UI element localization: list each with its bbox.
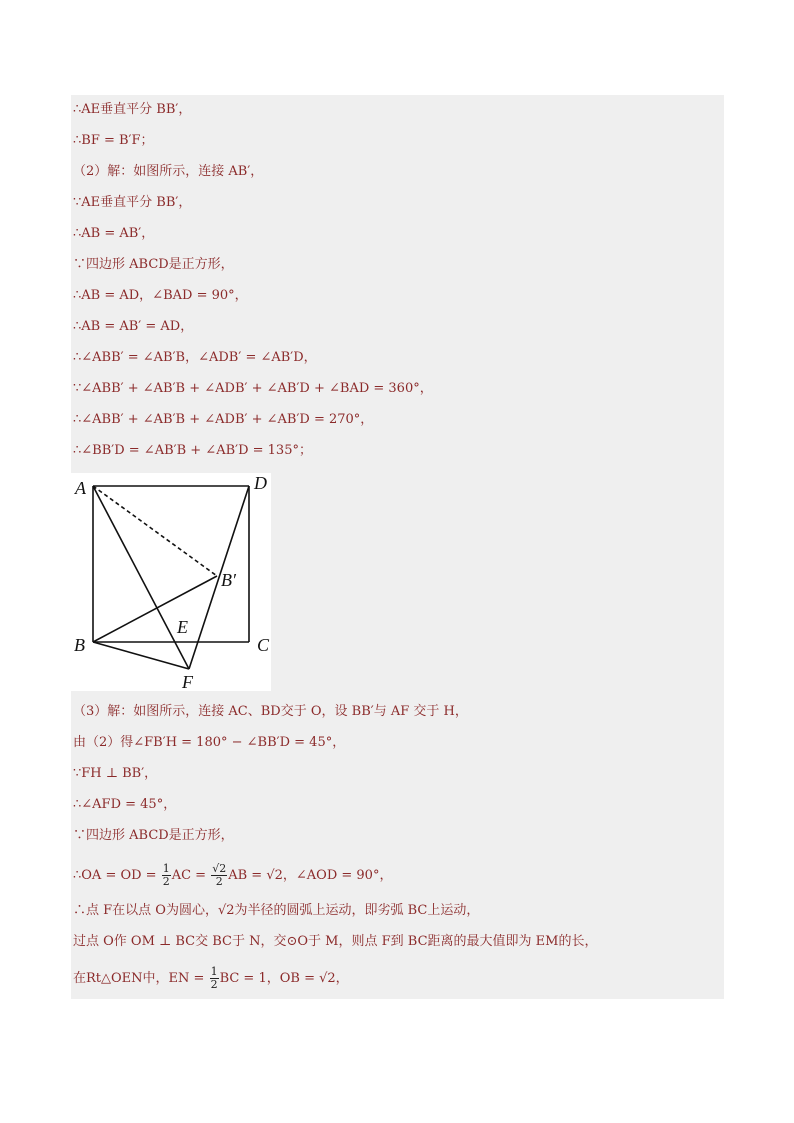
frac-num: 1 [210, 965, 218, 978]
label-d: D [254, 473, 267, 493]
label-c: C [257, 635, 270, 655]
label-b: B [74, 635, 85, 655]
rt-suffix: BC = 1，OB = √2， [219, 971, 349, 986]
fraction-root2-over-2 [211, 863, 227, 888]
square-diagram [71, 473, 271, 691]
oa-suffix: AB = √2，∠AOD = 90°， [228, 868, 393, 883]
proof-line: ∴∠AFD = 45°， [73, 797, 177, 812]
proof-line: ∵AE垂直平分 BB′， [73, 195, 192, 210]
label-e: E [177, 617, 188, 637]
proof-line: （2）解：如图所示，连接 AB′， [73, 164, 264, 179]
solution-panel [71, 95, 724, 999]
proof-line-fraction [73, 861, 392, 891]
frac-den: 2 [210, 978, 218, 991]
proof-line: ∴∠BB′D = ∠AB′B + ∠AB′D = 135°； [73, 443, 312, 458]
proof-line: ∴∠ABB′ + ∠AB′B + ∠ADB′ + ∠AB′D = 270°， [73, 412, 374, 427]
proof-line: ∴AE垂直平分 BB′， [73, 102, 192, 117]
oa-prefix: ∴OA = OD = [73, 868, 161, 883]
proof-line: ∴AB = AB′， [73, 226, 155, 241]
proof-line-fraction [73, 964, 349, 994]
geometry-figure [71, 473, 271, 691]
proof-line: ∵FH ⊥ BB′， [73, 766, 158, 781]
proof-line: 由（2）得∠FB′H = 180° − ∠BB′D = 45°， [73, 735, 346, 750]
proof-line: ∴AB = AB′ = AD， [73, 319, 194, 334]
frac-num: √2 [212, 862, 227, 875]
fraction-half [162, 863, 171, 888]
proof-line: 过点 O作 OM ⊥ BC交 BC于 N，交⊙O于 M，则点 F到 BC距离的最大值即为 EM的长， [73, 934, 598, 949]
label-f: F [182, 672, 193, 691]
fraction-half [210, 966, 219, 991]
proof-line: ∴AB = AD，∠BAD = 90°， [73, 288, 248, 303]
proof-line: ∵四边形 ABCD是正方形， [73, 257, 234, 272]
proof-line: ∵四边形 ABCD是正方形， [73, 828, 234, 843]
frac-num: 1 [162, 862, 170, 875]
segment-ab-prime-dashed [93, 486, 217, 576]
proof-line: （3）解：如图所示，连接 AC、BD交于 O，设 BB′与 AF 交于 H， [73, 704, 468, 719]
rt-prefix: 在Rt△OEN中，EN = [73, 971, 209, 986]
proof-line: ∴BF = B′F； [73, 133, 154, 148]
proof-line: ∵∠ABB′ + ∠AB′B + ∠ADB′ + ∠AB′D + ∠BAD = 360°， [73, 381, 433, 396]
proof-line: ∴点 F在以点 O为圆心，√2为半径的圆弧上运动，即劣弧 BC上运动， [73, 903, 480, 918]
oa-mid: AC = [171, 868, 211, 883]
segment-bf [93, 642, 189, 669]
label-a: A [75, 478, 86, 498]
frac-den: 2 [162, 875, 170, 888]
segment-bb-prime [93, 576, 217, 642]
proof-line: ∴∠ABB′ = ∠AB′B，∠ADB′ = ∠AB′D， [73, 350, 317, 365]
frac-den: 2 [215, 875, 223, 888]
label-b-prime: B′ [221, 570, 236, 590]
